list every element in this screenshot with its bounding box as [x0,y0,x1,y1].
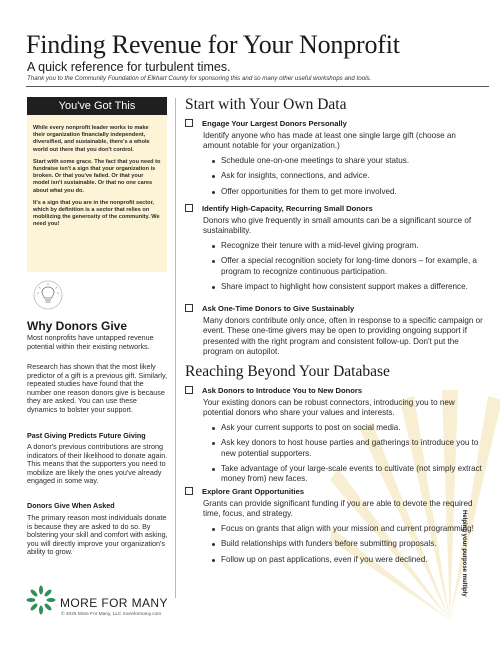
header-divider [26,86,489,87]
column-divider [175,98,176,598]
list-item: Build relationships with funders before submitting proposals. [221,539,485,549]
section-beyond-title: Reaching Beyond Your Database [185,363,390,380]
list-item: Take advantage of your large-scale events to cultivate (not simply extract money from) new faces. [221,464,485,485]
list-item: Ask key donors to host house parties and gatherings to introduce you to new potential supporters. [221,438,485,459]
list-item: Follow up on past applications, even if you were declined. [221,555,485,565]
task-engage-largest-donors [185,118,485,202]
task-label: Ask One-Time Donors to Give Sustainably [202,303,355,313]
task-recurring-small-donors [185,203,485,297]
vertical-tagline: Helping your purpose multiply [461,510,467,597]
youve-got-this-heading: You've Got This [27,97,167,115]
brand-name: MORE FOR MANY [60,596,168,610]
section-start-title: Start with Your Own Data [185,96,347,113]
checkbox[interactable] [185,487,193,495]
task-description: Grants can provide significant funding if you are able to devote the required time, focus, and strategy. [203,499,473,519]
task-description: Many donors contribute only once, often in response to a specific campaign or event. These one-time givers may be open to providing ongoing support if presented with the right program and consistent follow-up. Don't put the program on autopilot. [203,316,483,357]
checkbox[interactable] [185,204,193,212]
past-giving-heading: Past Giving Predicts Future Giving [27,431,146,440]
task-donor-introductions [185,385,485,490]
list-item: Ask for insights, connections, and advice. [221,171,485,181]
lightbulb-icon [33,280,63,310]
task-label: Ask Donors to Introduce You to New Donors [202,385,363,395]
why-intro-text: Most nonprofits have untapped revenue potential within their existing networks. [27,333,154,351]
copyright-text: © 2025 More For Many, LLC moreformany.com [61,612,162,617]
donors-give-text: The primary reason most individuals donate is because they are asked to do so. By bolstering your skill and comfort with asking, you will directly improve your organization's ability to grow. [27,513,168,557]
task-description: Your existing donors can be robust connectors, introducing you to new potential donors who share your values and interests. [203,398,455,418]
youve-got-this-box [27,115,167,272]
list-item: Offer opportunities for them to get more involved. [221,187,485,197]
task-label: Explore Grant Opportunities [202,486,305,496]
page-subtitle: A quick reference for turbulent times. [27,60,231,74]
checkbox[interactable] [185,386,193,394]
list-item: Focus on grants that align with your mission and current programming! [221,524,485,534]
task-grant-opportunities [185,486,485,570]
donors-give-heading: Donors Give When Asked [27,501,115,510]
why-research-text: Research has shown that the most likely predictor of a gift is a previous gift. Similarly, repeated studies have found that the number one reason donors give is because they are asked. You can use these dynamics to bolster your support. [27,362,168,414]
list-item: Share impact to highlight how consistent support makes a difference. [221,282,485,292]
page-title: Finding Revenue for Your Nonprofit [26,30,400,59]
box-paragraph: Start with some grace. The fact that you need to fundraise isn't a sign that your organization is broken. Or that you've failed. Or that your model isn't sustainable. Or that no one cares about what you do. [33,158,161,194]
more-for-many-logo-icon [26,585,56,615]
task-label: Identify High-Capacity, Recurring Small Donors [202,203,373,213]
task-one-time-donors [185,303,485,358]
list-item: Recognize their tenure with a mid-level giving program. [221,241,485,251]
past-giving-text: A donor's previous contributions are strong indicators of their likelihood to donate again. This means that the supporters you need to mobilize are likely the ones you've already engaged in some way. [27,442,168,486]
list-item: Offer a special recognition society for long-time donors – for example, a program to recognize continuous participation. [221,256,485,277]
list-item: Schedule one-on-one meetings to share your status. [221,156,485,166]
box-paragraph: It's a sign that you are in the nonprofit sector, which by definition is a sector that relies on mobilizing the generosity of the community. We need you! [33,199,160,228]
task-description: Identify anyone who has made at least one single large gift (choose an amount notable for your organization.) [203,131,456,151]
checkbox[interactable] [185,304,193,312]
task-label: Engage Your Largest Donors Personally [202,118,347,128]
why-donors-give-heading: Why Donors Give [27,319,128,333]
checkbox[interactable] [185,119,193,127]
sponsor-thanks: Thank you to the Community Foundation of Elkhart County for sponsoring this and so many other useful workshops and tools. [27,75,372,82]
list-item: Ask your current supports to post on social media. [221,423,485,433]
box-paragraph: While every nonprofit leader works to make their organization financially independent, diversified, and sustainable, there's a whole world out there that you don't control. [33,125,150,153]
task-description: Donors who give frequently in small amounts can be a significant source of sustainability. [203,216,472,236]
